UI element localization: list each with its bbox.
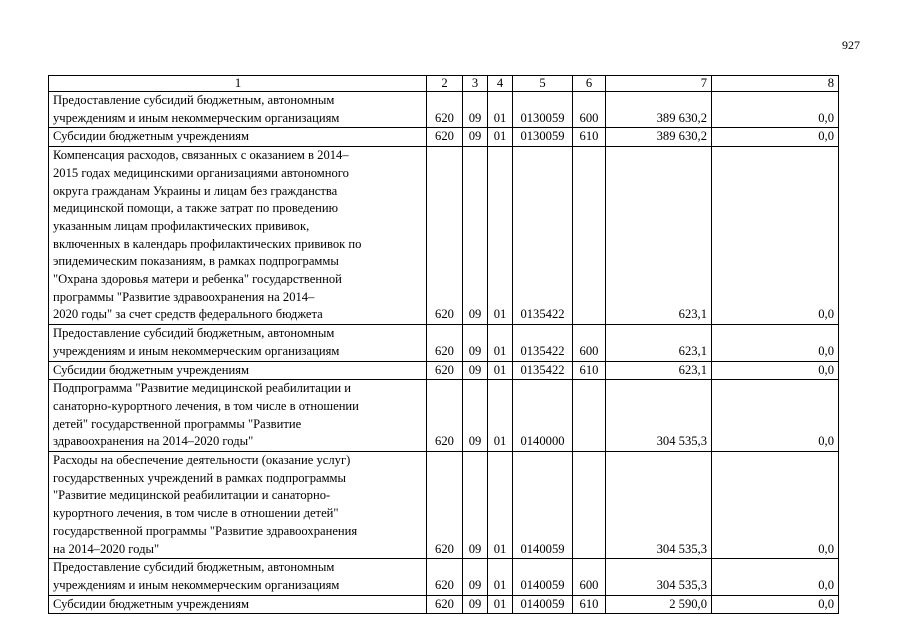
cell-amount: 623,1 [606, 361, 712, 380]
cell-amount-alt: 0,0 [712, 559, 839, 595]
cell-target-article: 0135422 [513, 361, 573, 380]
cell-section: 09 [463, 559, 488, 595]
cell-section: 09 [463, 325, 488, 361]
cell-section: 09 [463, 380, 488, 452]
table-row [49, 92, 839, 128]
row-description: Расходы на обеспечение деятельности (оказание услуг) государственных учреждений в рамках подпрограммы "Развитие медицинской реабилитации и санаторно- курортного лечения, в том числе в отношении детей" государственной программы "Развитие здравоохранения на 2014–2020 годы" [49, 452, 427, 559]
cell-target-article: 0140059 [513, 559, 573, 595]
cell-target-article: 0140000 [513, 380, 573, 452]
cell-amount-alt: 0,0 [712, 361, 839, 380]
budget-table-container [48, 75, 839, 614]
cell-admin-code: 620 [427, 128, 463, 147]
row-description: Компенсация расходов, связанных с оказанием в 2014– 2015 годах медицинскими организациями автономного округа гражданам Украины и лицам без гражданства медицинской помощи, а также затрат по проведению указанным лицам профилактических прививок, включенных в календарь профилактических прививок по эпидемическим показаниям, в рамках подпрограммы "Охрана здоровья матери и ребенка" государственной программы "Развитие здравоохранения на 2014– 2020 годы" за счет средств федерального бюджета [49, 147, 427, 325]
cell-amount: 389 630,2 [606, 128, 712, 147]
cell-amount: 304 535,3 [606, 559, 712, 595]
cell-section: 09 [463, 452, 488, 559]
table-row [49, 128, 839, 147]
cell-admin-code: 620 [427, 452, 463, 559]
table-header-row [49, 76, 839, 92]
header-cell: 6 [573, 76, 606, 92]
cell-expense-type [573, 452, 606, 559]
cell-amount-alt: 0,0 [712, 452, 839, 559]
cell-target-article: 0135422 [513, 147, 573, 325]
cell-section: 09 [463, 595, 488, 614]
table-row [49, 147, 839, 325]
cell-target-article: 0135422 [513, 325, 573, 361]
cell-expense-type: 600 [573, 92, 606, 128]
table-row [49, 595, 839, 614]
cell-section: 09 [463, 128, 488, 147]
cell-amount-alt: 0,0 [712, 92, 839, 128]
header-cell: 3 [463, 76, 488, 92]
row-description: Предоставление субсидий бюджетным, автономным учреждениям и иным некоммерческим организациям [49, 559, 427, 595]
cell-expense-type [573, 147, 606, 325]
cell-section: 09 [463, 92, 488, 128]
cell-admin-code: 620 [427, 92, 463, 128]
cell-expense-type: 600 [573, 325, 606, 361]
cell-target-article: 0140059 [513, 595, 573, 614]
cell-expense-type [573, 380, 606, 452]
row-description: Субсидии бюджетным учреждениям [49, 595, 427, 614]
cell-amount: 623,1 [606, 147, 712, 325]
row-description: Подпрограмма "Развитие медицинской реабилитации и санаторно-курортного лечения, в том числе в отношении детей" государственной программы "Развитие здравоохранения на 2014–2020 годы" [49, 380, 427, 452]
cell-amount: 304 535,3 [606, 452, 712, 559]
cell-target-article: 0140059 [513, 452, 573, 559]
row-description: Субсидии бюджетным учреждениям [49, 128, 427, 147]
cell-admin-code: 620 [427, 595, 463, 614]
cell-expense-type: 610 [573, 361, 606, 380]
cell-amount-alt: 0,0 [712, 380, 839, 452]
header-cell: 2 [427, 76, 463, 92]
cell-amount: 304 535,3 [606, 380, 712, 452]
cell-amount: 623,1 [606, 325, 712, 361]
table-row [49, 380, 839, 452]
cell-expense-type: 610 [573, 128, 606, 147]
cell-admin-code: 620 [427, 147, 463, 325]
cell-admin-code: 620 [427, 361, 463, 380]
cell-subsection: 01 [488, 559, 513, 595]
row-description: Предоставление субсидий бюджетным, автономным учреждениям и иным некоммерческим организациям [49, 92, 427, 128]
cell-expense-type: 600 [573, 559, 606, 595]
cell-subsection: 01 [488, 452, 513, 559]
cell-subsection: 01 [488, 128, 513, 147]
cell-subsection: 01 [488, 361, 513, 380]
cell-section: 09 [463, 361, 488, 380]
header-cell: 8 [712, 76, 839, 92]
row-description: Предоставление субсидий бюджетным, автономным учреждениям и иным некоммерческим организациям [49, 325, 427, 361]
cell-subsection: 01 [488, 595, 513, 614]
cell-admin-code: 620 [427, 380, 463, 452]
cell-subsection: 01 [488, 380, 513, 452]
cell-amount-alt: 0,0 [712, 595, 839, 614]
header-cell: 1 [49, 76, 427, 92]
cell-expense-type: 610 [573, 595, 606, 614]
cell-amount: 2 590,0 [606, 595, 712, 614]
table-row [49, 325, 839, 361]
header-cell: 7 [606, 76, 712, 92]
budget-table [48, 75, 839, 614]
page-number: 927 [842, 38, 860, 52]
header-cell: 4 [488, 76, 513, 92]
cell-subsection: 01 [488, 325, 513, 361]
header-cell: 5 [513, 76, 573, 92]
cell-amount: 389 630,2 [606, 92, 712, 128]
cell-admin-code: 620 [427, 559, 463, 595]
cell-target-article: 0130059 [513, 92, 573, 128]
cell-amount-alt: 0,0 [712, 325, 839, 361]
cell-admin-code: 620 [427, 325, 463, 361]
row-description: Субсидии бюджетным учреждениям [49, 361, 427, 380]
cell-subsection: 01 [488, 147, 513, 325]
cell-subsection: 01 [488, 92, 513, 128]
table-row [49, 452, 839, 559]
cell-amount-alt: 0,0 [712, 128, 839, 147]
cell-target-article: 0130059 [513, 128, 573, 147]
table-row [49, 559, 839, 595]
cell-amount-alt: 0,0 [712, 147, 839, 325]
cell-section: 09 [463, 147, 488, 325]
table-row [49, 361, 839, 380]
